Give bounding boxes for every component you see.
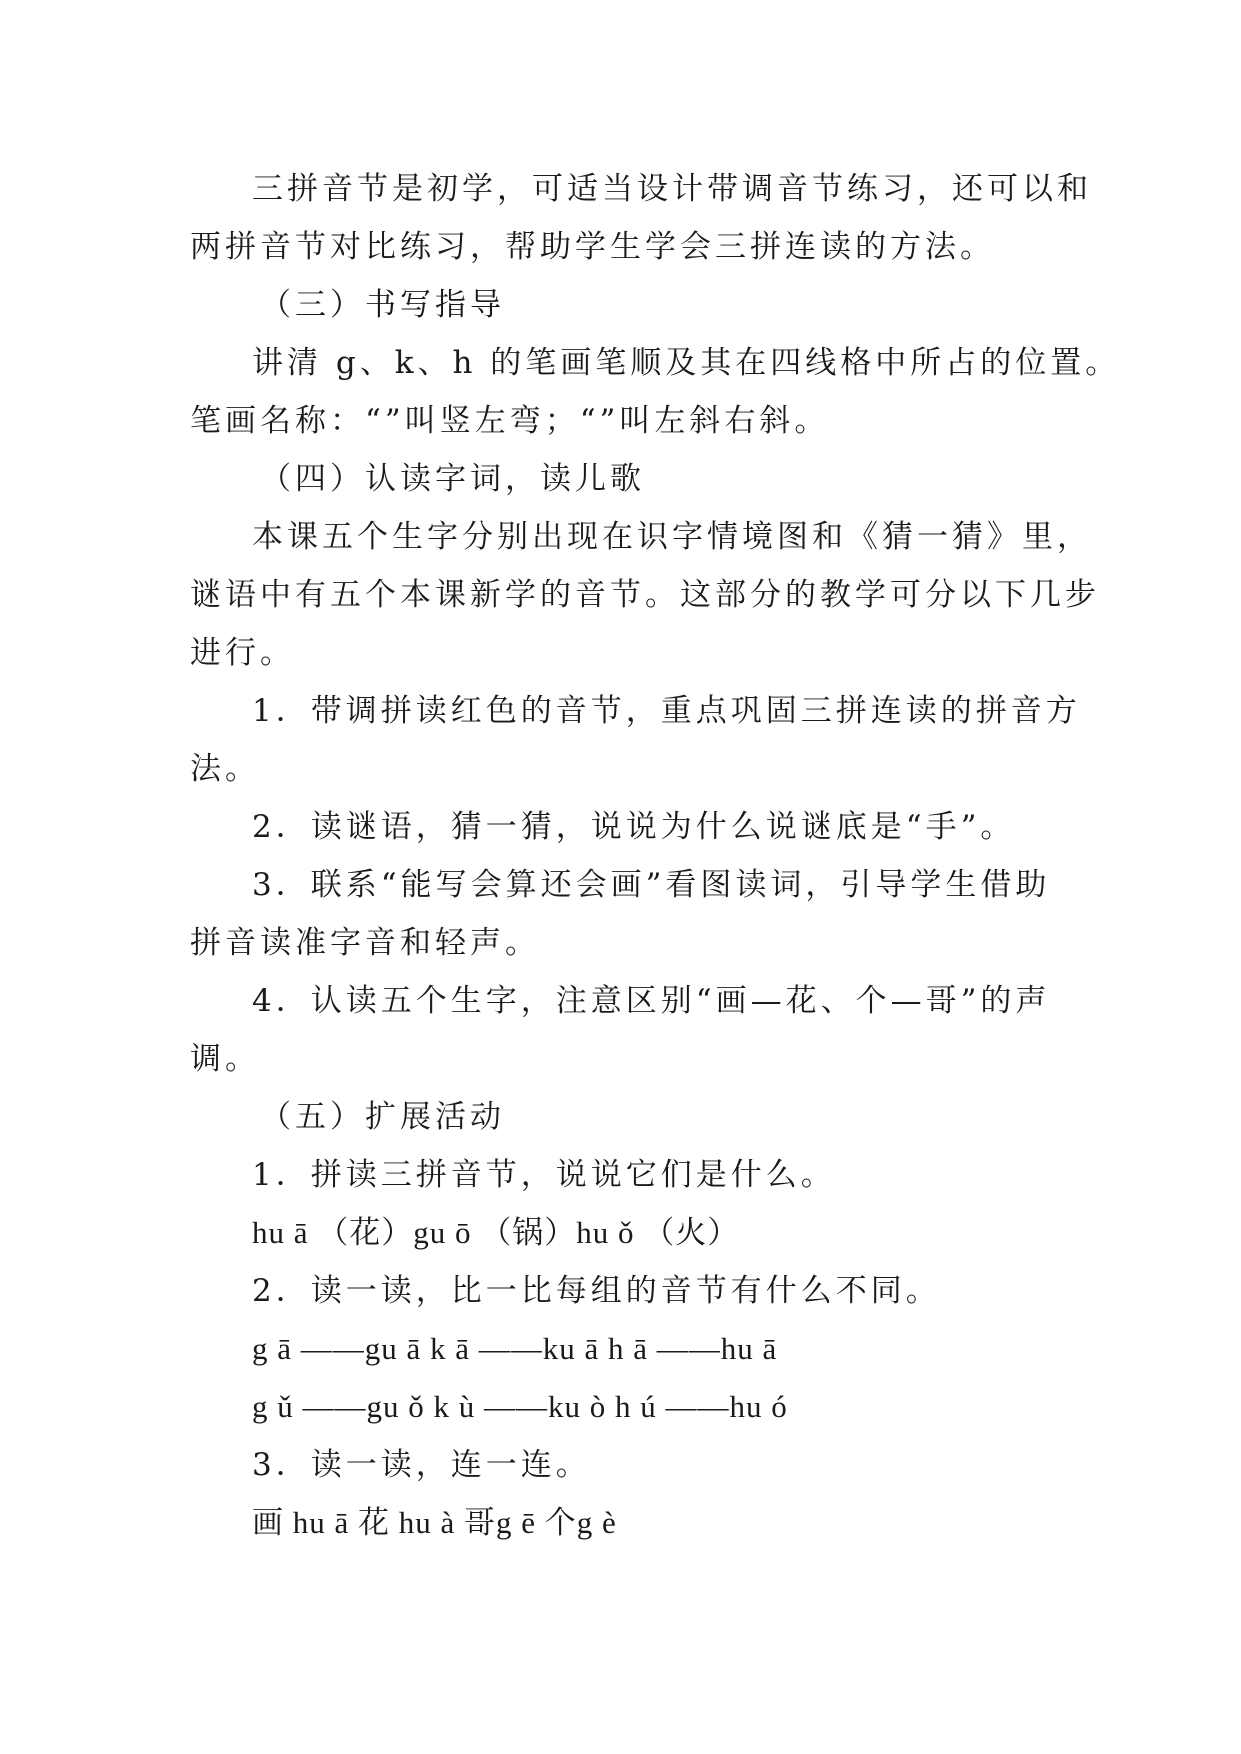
list-item-line: 法。 — [190, 751, 260, 787]
document-body — [190, 160, 1121, 1552]
list-item-line: 4．认读五个生字，注意区别“画—花、个—哥”的声 — [252, 983, 1051, 1019]
pinyin-line: g ā ——gu ā k ā ——ku ā h ā ——hu ā — [252, 1331, 778, 1366]
paragraph-line: 进行。 — [190, 635, 295, 671]
paragraph-line: 两拼音节对比练习，帮助学生学会三拼连读的方法。 — [190, 229, 995, 265]
paragraph-line: 讲清 g、k、h 的笔画笔顺及其在四线格中所占的位置。 — [252, 345, 1121, 381]
list-item-line: 2．读谜语，猜一猜，说说为什么说谜底是“手”。 — [252, 809, 1016, 845]
pinyin-line: 画 hu ā 花 hu à 哥g ē 个g è — [252, 1505, 617, 1540]
section-heading: （五）扩展活动 — [260, 1099, 505, 1135]
pinyin-line: g ǔ ——gu ǒ k ù ——ku ò h ú ——hu ó — [252, 1389, 788, 1424]
list-item-line: 2．读一读，比一比每组的音节有什么不同。 — [252, 1273, 941, 1309]
list-item-line: 调。 — [190, 1041, 260, 1077]
list-item-line: 3．联系“能写会算还会画”看图读词，引导学生借助 — [252, 867, 1051, 903]
paragraph-line: 谜语中有五个本课新学的音节。这部分的教学可分以下几步 — [190, 577, 1100, 613]
paragraph-line: 三拼音节是初学，可适当设计带调音节练习，还可以和 — [252, 171, 1092, 207]
paragraph-line: 笔画名称：“”叫竖左弯；“”叫左斜右斜。 — [190, 403, 830, 439]
list-item-line: 1．拼读三拼音节，说说它们是什么。 — [252, 1157, 836, 1193]
list-item-line: 3．读一读，连一连。 — [252, 1447, 591, 1483]
section-heading: （三）书写指导 — [260, 287, 505, 323]
list-item-line: 1．带调拼读红色的音节，重点巩固三拼连读的拼音方 — [252, 693, 1081, 729]
paragraph-line: 本课五个生字分别出现在识字情境图和《猜一猜》里， — [252, 519, 1092, 555]
list-item-line: 拼音读准字音和轻声。 — [190, 925, 540, 961]
pinyin-line: hu ā （花）gu ō （锅）hu ǒ （火） — [252, 1215, 740, 1250]
section-heading: （四）认读字词，读儿歌 — [260, 461, 645, 497]
